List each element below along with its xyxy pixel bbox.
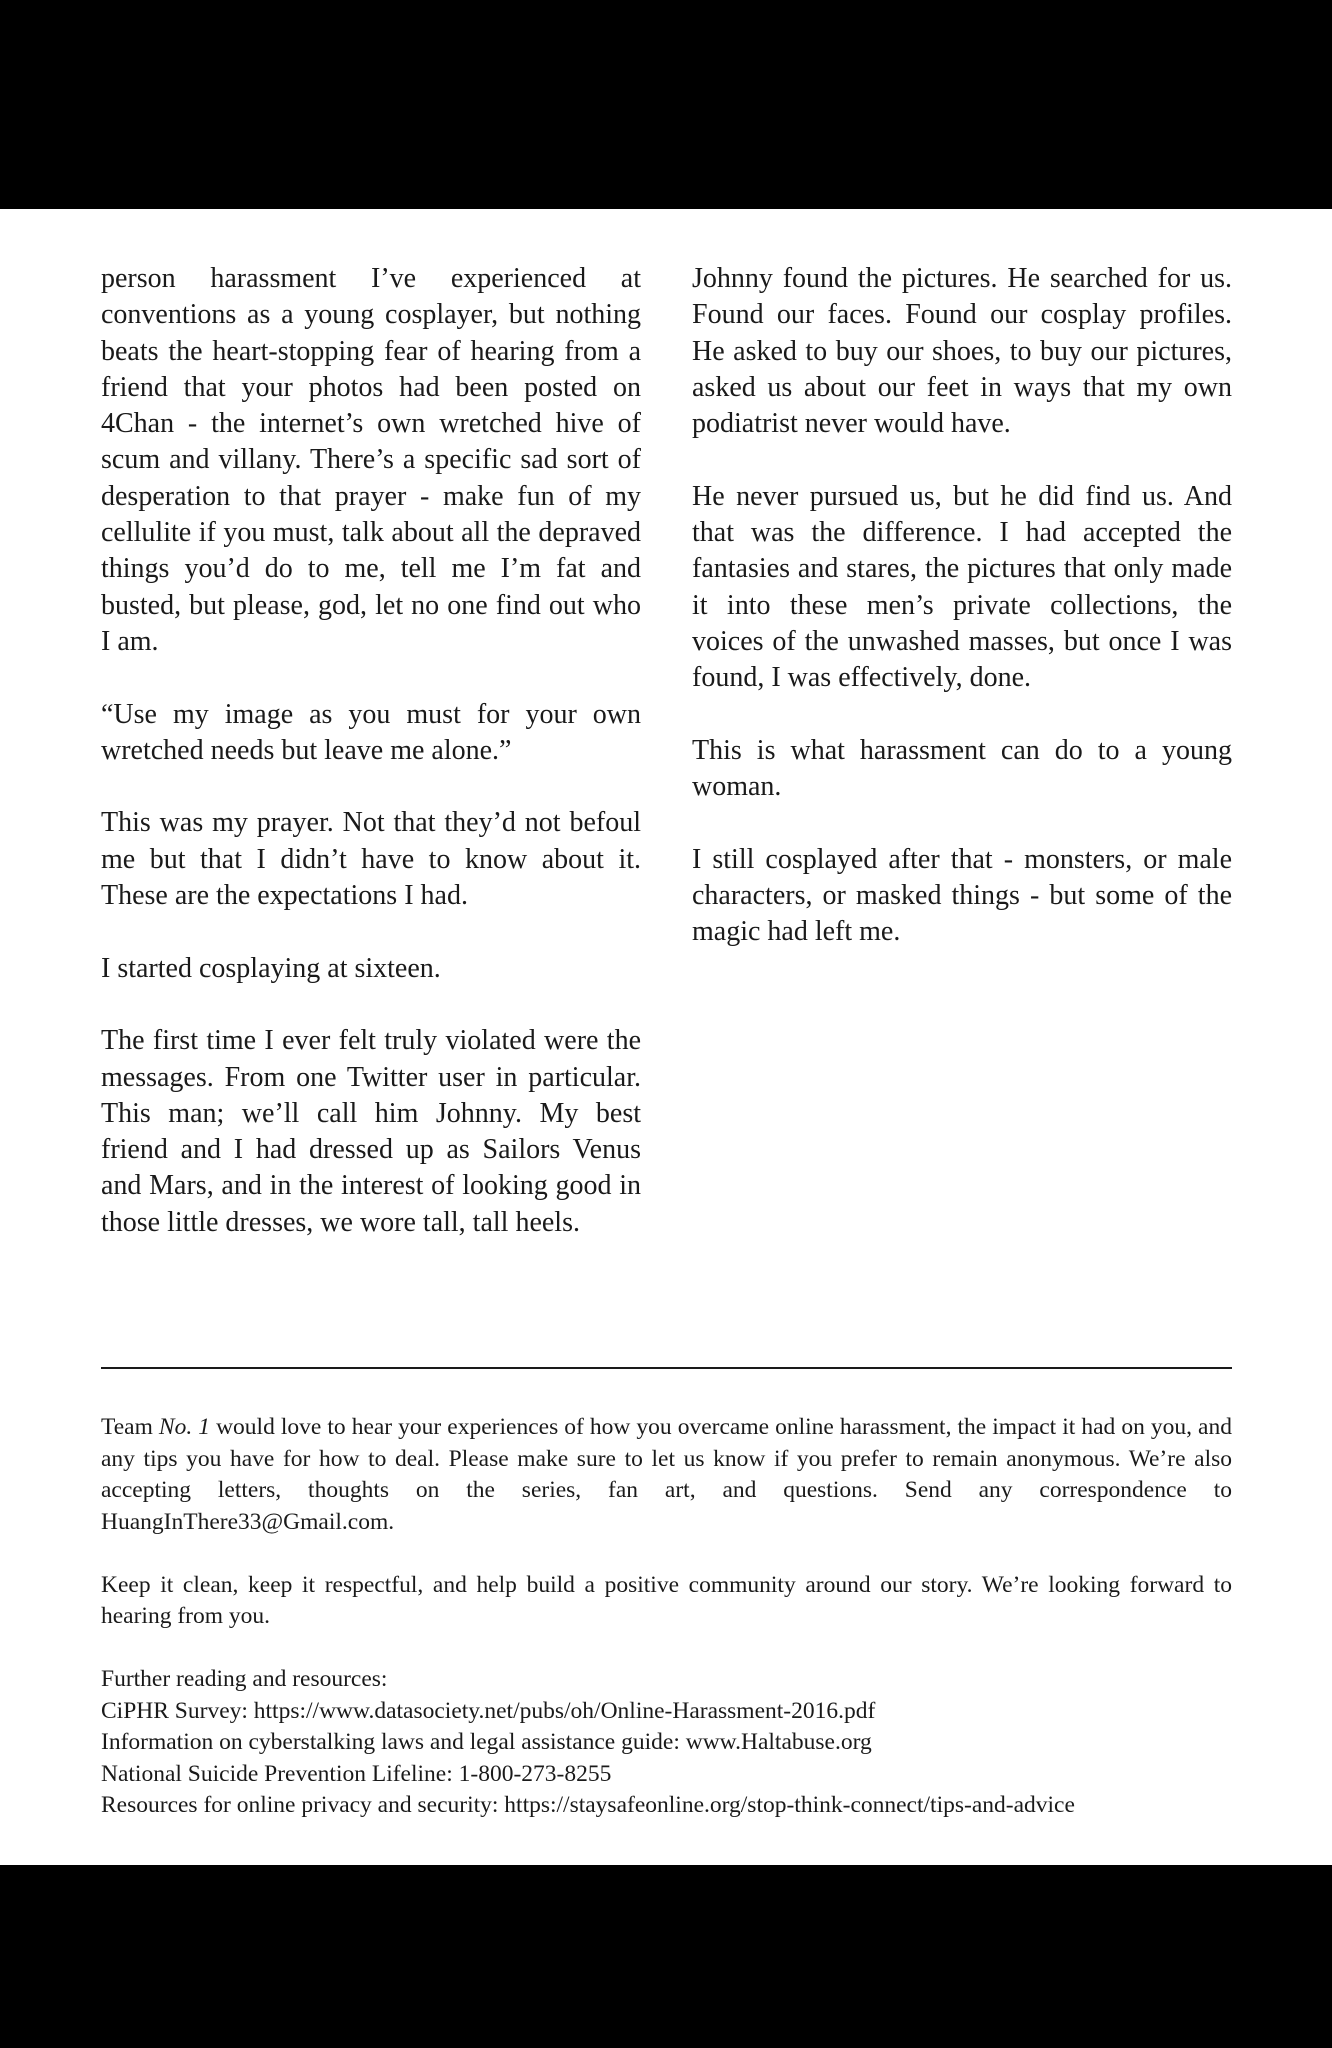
resource-item: Information on cyberstalking laws and legal assistance guide: www.Haltabuse.org xyxy=(101,1729,872,1755)
footer-notes xyxy=(101,1412,1232,1822)
resources-list xyxy=(101,1664,1232,1822)
article-left-column xyxy=(101,261,641,1277)
paragraph: “Use my image as you must for your own wretched needs but leave me alone.” xyxy=(101,698,641,766)
resources-heading: Further reading and resources: xyxy=(101,1666,388,1692)
paragraph: I started cosplaying at sixteen. xyxy=(101,952,441,984)
divider-rule xyxy=(101,1367,1232,1369)
resource-item: Resources for online privacy and security: https://staysafeonline.org/stop-think-connect/tips-and-advice xyxy=(101,1792,1075,1818)
paragraph: The first time I ever felt truly violated were the messages. From one Twitter user in particular. This man; we’ll call him Johnny. My best friend and I had dressed up as Sailors Venus and Mars, and in the interest of looking good in those little dresses, we wore tall, tall heels. xyxy=(101,1025,641,1238)
article-right-column xyxy=(692,261,1232,987)
footer-closing: Keep it clean, keep it respectful, and help build a positive community around our story. We’re looking forward to hearing from you. xyxy=(101,1571,1232,1629)
resource-item: CiPHR Survey: https://www.datasociety.net/pubs/oh/Online-Harassment-2016.pdf xyxy=(101,1697,876,1724)
paragraph: This is what harassment can do to a young woman. xyxy=(692,734,1232,803)
series-title: No. 1 xyxy=(158,1414,211,1440)
resource-item: National Suicide Prevention Lifeline: 1-800-273-8255 xyxy=(101,1760,612,1787)
paragraph: I still cosplayed after that - monsters, or male characters, or masked things - but some of the magic had left me. xyxy=(692,843,1232,948)
paragraph: He never pursued us, but he did find us. And that was the difference. I had accepted the fantasies and stares, the pictures that only made it into these men’s private collections, the voices of the unwashed masses, but once I was found, I was effectively, done. xyxy=(692,480,1232,694)
bottom-black-bar xyxy=(0,1865,1332,2048)
document-page xyxy=(0,209,1332,1865)
paragraph: This was my prayer. Not that they’d not befoul me but that I didn’t have to know about it. These are the expectations I had. xyxy=(101,807,641,912)
paragraph: Johnny found the pictures. He searched for us. Found our faces. Found our cosplay profiles. He asked to buy our shoes, to buy our pictures, asked us about our feet in ways that my own podiatrist never would have. xyxy=(692,263,1232,440)
top-black-bar xyxy=(0,0,1332,209)
footer-intro: Team No. 1 would love to hear your experiences of how you overcame online harassment, the impact it had on you, and any tips you have for how to deal. Please make sure to let us know if you prefer to remain anonymous. We’re also accepting letters, thoughts on the series, fan art, and questions. Send any correspondence to HuangInThere33@Gmail.com. xyxy=(101,1414,1232,1535)
paragraph: person harassment I’ve experienced at conventions as a young cosplayer, but nothing beats the heart-stopping fear of hearing from a friend that your photos had been posted on 4Chan - the internet’s own wretched hive of scum and villany. There’s a specific sad sort of desperation to that prayer - make fun of my cellulite if you must, talk about all the depraved things you’d do to me, tell me I’m fat and busted, but please, god, let no one find out who I am. xyxy=(101,263,641,657)
